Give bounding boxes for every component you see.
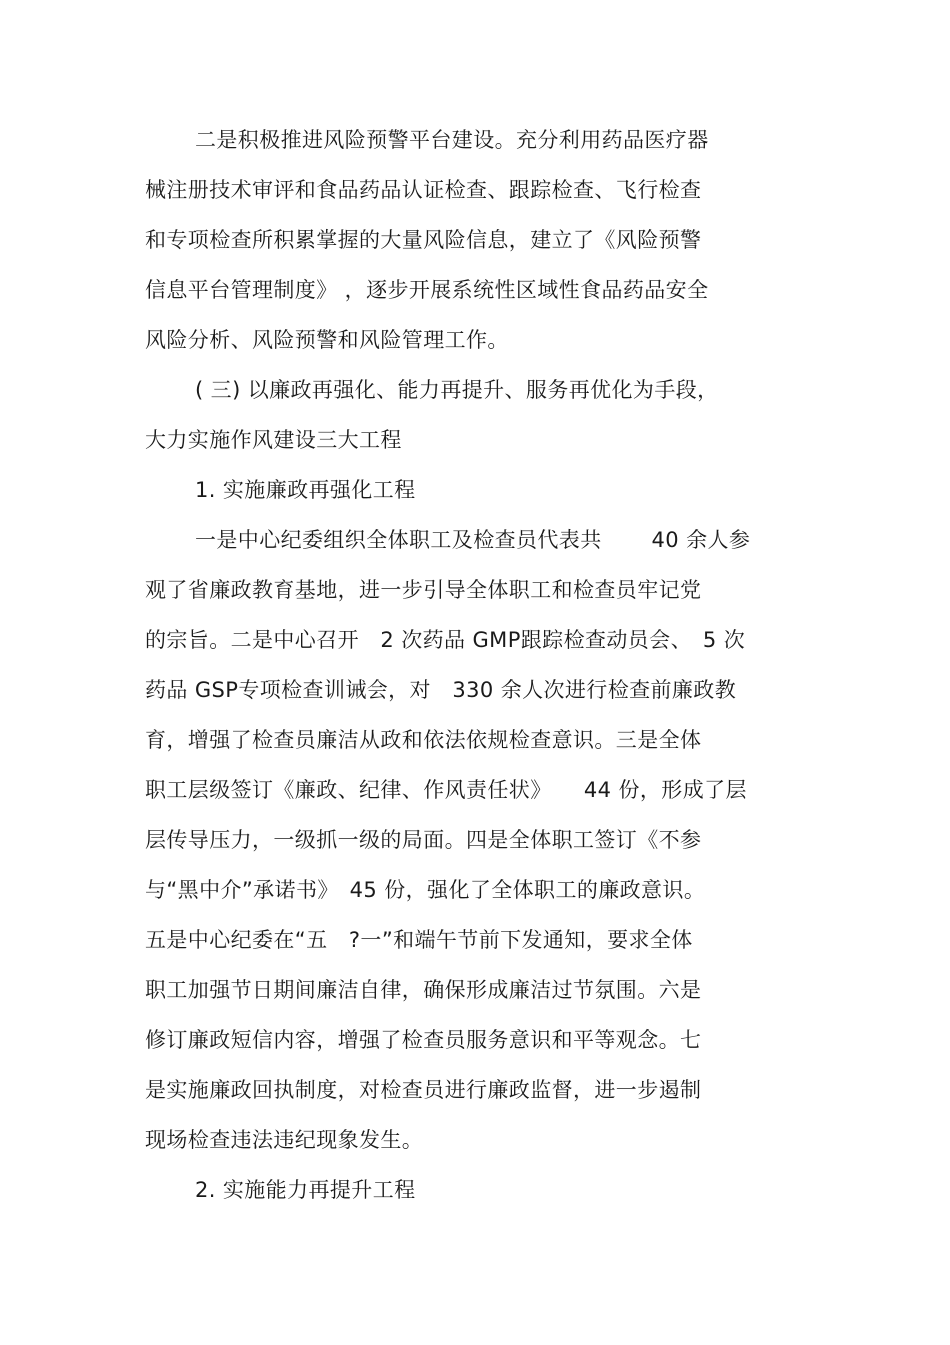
paragraph-line: 械注册技术审评和食品药品认证检查、跟踪检查、飞行检查 [145,178,702,202]
paragraph-line: 是实施廉政回执制度，对检查员进行廉政监督，进一步遏制 [145,1078,702,1102]
paragraph-line: 修订廉政短信内容，增强了检查员服务意识和平等观念。七 [145,1028,702,1052]
section-heading-line: 大力实施作风建设三大工程 [145,428,402,452]
paragraph-line: 现场检查违法违纪现象发生。 [145,1128,424,1152]
paragraph-line: 五是中心纪委在“五 ?一”和端午节前下发通知，要求全体 [145,928,693,952]
paragraph-line: 与“黑中介”承诺书》 45 份，强化了全体职工的廉政意识。 [145,878,706,902]
paragraph-line: 育，增强了检查员廉洁从政和依法依规检查意识。三是全体 [145,728,702,752]
paragraph-line: 风险分析、风险预警和风险管理工作。 [145,328,509,352]
paragraph-line: 药品 GSP专项检查训诫会，对 330 余人次进行检查前廉政教 [145,678,737,702]
paragraph-line: 二是积极推进风险预警平台建设。充分利用药品医疗器 [195,128,709,152]
paragraph-line: 职工加强节日期间廉洁自律，确保形成廉洁过节氛围。六是 [145,978,702,1002]
paragraph-line: 一是中心纪委组织全体职工及检查员代表共 40 余人参 [195,528,751,552]
section-heading-line: ( 三) 以廉政再强化、能力再提升、服务再优化为手段， [195,378,719,402]
paragraph-line: 信息平台管理制度》 ，逐步开展系统性区域性食品药品安全 [145,278,709,302]
paragraph-line: 层传导压力，一级抓一级的局面。四是全体职工签订《不参 [145,828,702,852]
paragraph-line: 观了省廉政教育基地，进一步引导全体职工和检查员牢记党 [145,578,702,602]
paragraph-line: 的宗旨。二是中心召开 2 次药品 GMP跟踪检查动员会、 5 次 [145,628,746,652]
subsection-heading: 1. 实施廉政再强化工程 [195,478,416,502]
paragraph-line: 职工层级签订《廉政、纪律、作风责任状》 44 份，形成了层 [145,778,747,802]
subsection-heading: 2. 实施能力再提升工程 [195,1178,416,1202]
paragraph-line: 和专项检查所积累掌握的大量风险信息，建立了《风险预警 [145,228,702,252]
